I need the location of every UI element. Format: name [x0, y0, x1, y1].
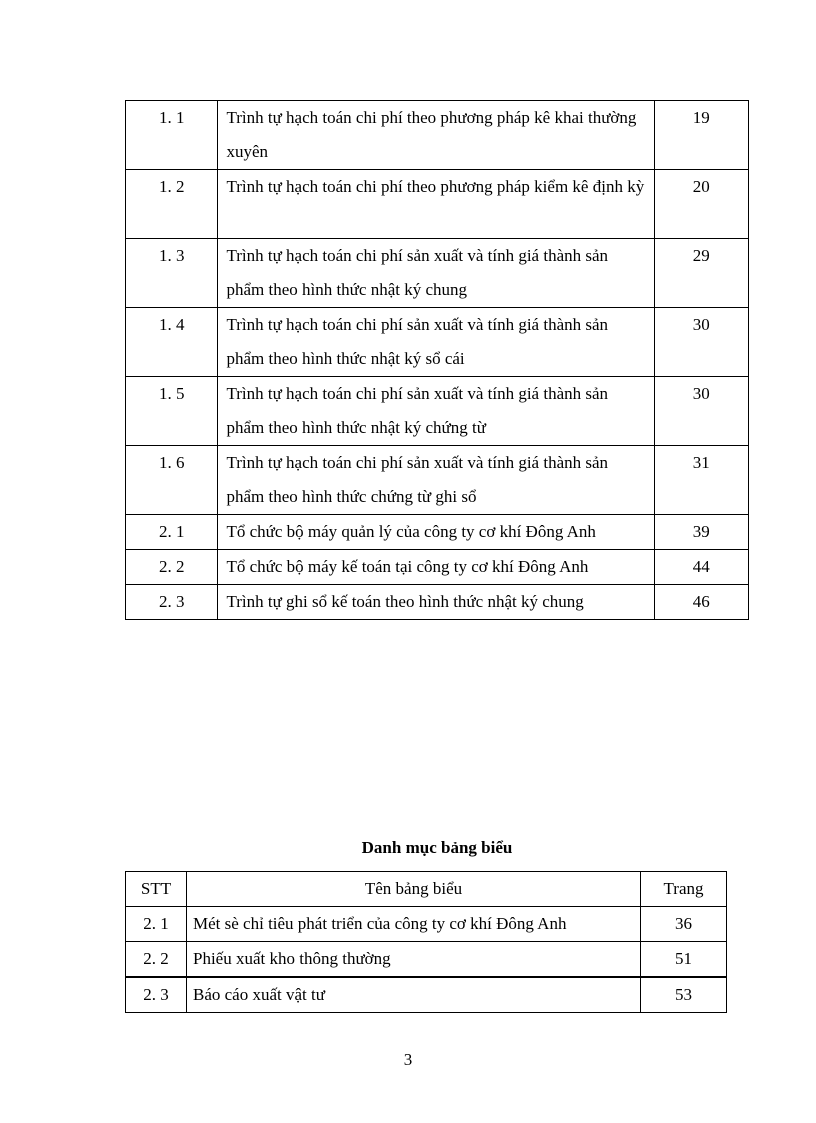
row-title: Trình tự hạch toán chi phí theo phương pháp kiểm kê định kỳ	[218, 170, 654, 239]
row-number: 2. 3	[126, 977, 187, 1013]
row-title: Báo cáo xuất vật tư	[187, 977, 641, 1013]
row-page: 29	[654, 239, 749, 308]
row-number: 2. 3	[126, 585, 218, 620]
table-list-table	[125, 871, 727, 1013]
row-page: 31	[654, 446, 749, 515]
row-number: 2. 2	[126, 550, 218, 585]
row-title: Trình tự hạch toán chi phí sản xuất và tính giá thành sản phẩm theo hình thức nhật ký chung	[218, 239, 654, 308]
table-row	[126, 446, 749, 515]
table-row	[126, 977, 727, 1013]
row-title: Phiếu xuất kho thông thường	[187, 942, 641, 978]
table-row	[126, 239, 749, 308]
row-page: 36	[641, 907, 727, 942]
row-number: 2. 1	[126, 907, 187, 942]
table-header-row	[126, 872, 727, 907]
row-title: Trình tự ghi sổ kế toán theo hình thức nhật ký chung	[218, 585, 654, 620]
row-title: Mét sè chỉ tiêu phát triển của công ty cơ khí Đông Anh	[187, 907, 641, 942]
row-page: 44	[654, 550, 749, 585]
header-stt: STT	[126, 872, 187, 907]
row-page: 30	[654, 308, 749, 377]
row-number: 1. 6	[126, 446, 218, 515]
page-number: 3	[403, 1050, 413, 1069]
row-number: 1. 4	[126, 308, 218, 377]
table-row	[126, 515, 749, 550]
table-row	[126, 585, 749, 620]
table-row	[126, 550, 749, 585]
row-page: 46	[654, 585, 749, 620]
row-title: Tổ chức bộ máy quản lý của công ty cơ khí Đông Anh	[218, 515, 654, 550]
row-title: Trình tự hạch toán chi phí theo phương pháp kê khai thường xuyên	[218, 101, 654, 170]
diagram-list-table	[125, 100, 749, 620]
row-number: 1. 5	[126, 377, 218, 446]
row-number: 2. 2	[126, 942, 187, 978]
row-title: Trình tự hạch toán chi phí sản xuất và tính giá thành sản phẩm theo hình thức nhật ký chứng từ	[218, 377, 654, 446]
row-title: Trình tự hạch toán chi phí sản xuất và tính giá thành sản phẩm theo hình thức chứng từ ghi sổ	[218, 446, 654, 515]
row-page: 53	[641, 977, 727, 1013]
table-row	[126, 170, 749, 239]
header-name: Tên bảng biểu	[187, 872, 641, 907]
row-page: 30	[654, 377, 749, 446]
row-title: Tổ chức bộ máy kế toán tại công ty cơ khí Đông Anh	[218, 550, 654, 585]
row-number: 1. 1	[126, 101, 218, 170]
table-row	[126, 377, 749, 446]
row-page: 20	[654, 170, 749, 239]
table-list-heading: Danh mục bảng biểu	[361, 838, 513, 857]
row-page: 39	[654, 515, 749, 550]
table-row	[126, 101, 749, 170]
table-row	[126, 308, 749, 377]
row-title: Trình tự hạch toán chi phí sản xuất và tính giá thành sản phẩm theo hình thức nhật ký sổ cái	[218, 308, 654, 377]
row-number: 1. 3	[126, 239, 218, 308]
row-number: 1. 2	[126, 170, 218, 239]
row-page: 51	[641, 942, 727, 978]
table-row	[126, 942, 727, 978]
table-row	[126, 907, 727, 942]
row-number: 2. 1	[126, 515, 218, 550]
row-page: 19	[654, 101, 749, 170]
header-page: Trang	[641, 872, 727, 907]
